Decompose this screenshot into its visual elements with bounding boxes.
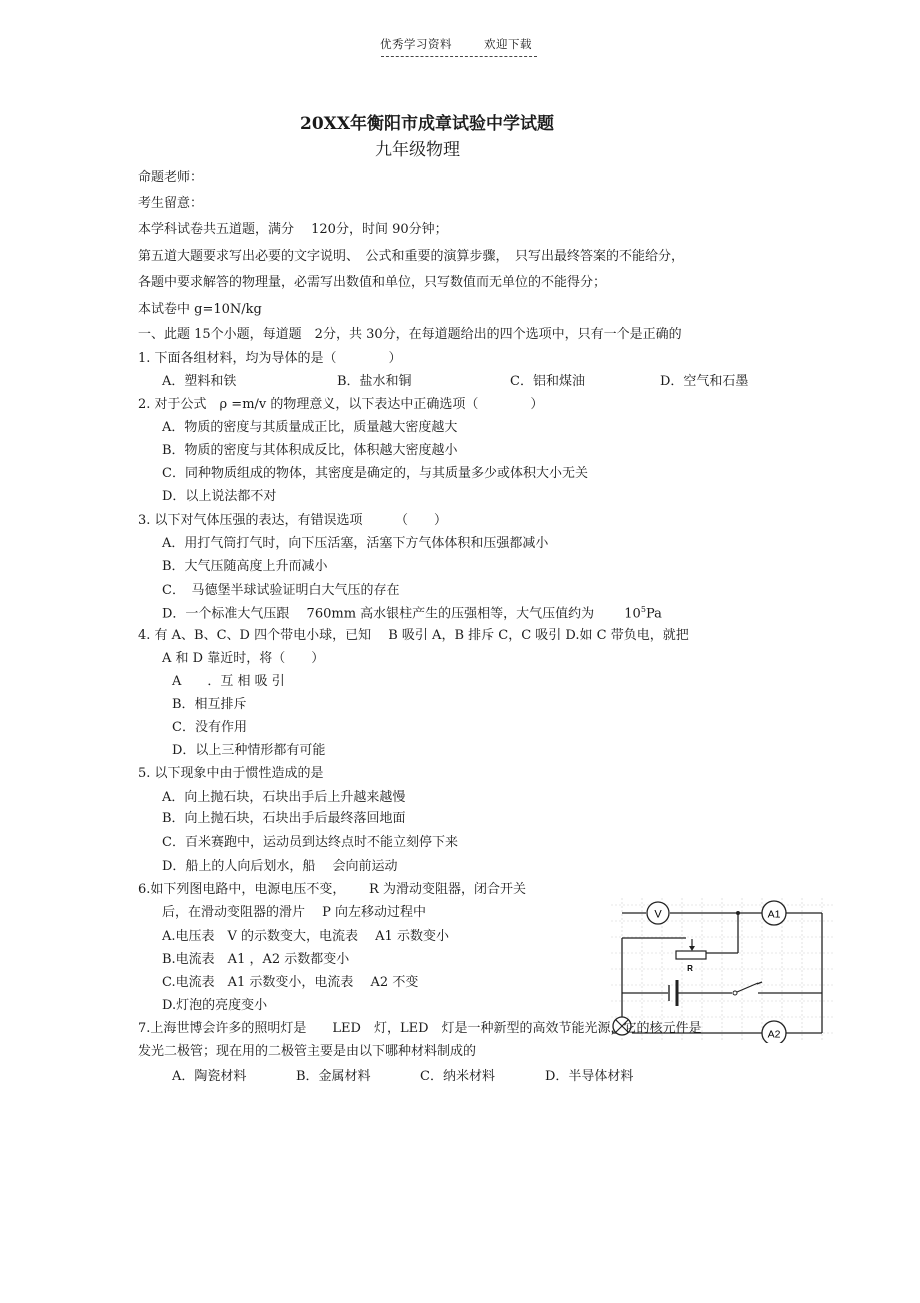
junction-dot	[736, 911, 740, 915]
q7-stem-1: 7.上海世博会许多的照明灯是 LED 灯，LED 灯是一种新型的高效节能光源，它的核元件是	[138, 1021, 702, 1036]
ammeter-a2-icon	[762, 1021, 786, 1043]
q7-option-a: A．陶瓷材料	[172, 1069, 247, 1084]
instruction-1: 本学科试卷共五道题，满分 120分，时间 90分钟；	[138, 222, 448, 237]
q3-option-d	[162, 606, 662, 620]
q5-option-c: C．百米赛跑中，运动员到达终点时不能立刻停下来	[162, 835, 458, 850]
q3-option-b: B．大气压随高度上升而减小	[162, 559, 328, 574]
q6-stem-2: 后，在滑动变阻器的滑片 P 向左移动过程中	[162, 905, 427, 920]
battery-icon	[669, 980, 677, 1006]
header-left: 优秀学习资料	[380, 37, 452, 51]
q7-option-d: D．半导体材料	[545, 1069, 634, 1084]
q3-option-d-exponent: 5	[640, 605, 646, 614]
q2-option-d: D．以上说法都不对	[162, 489, 277, 504]
q7-stem-2: 发光二极管；现在用的二极管主要是由以下哪种材料制成的	[138, 1044, 477, 1059]
section-1-heading: 一、此题 15个小题，每道题 2分，共 30分，在每道题给出的四个选项中，只有一个是正确的	[138, 327, 682, 342]
instruction-3: 各题中要求解答的物理量，必需写出数值和单位，只写数值而无单位的不能得分；	[138, 275, 607, 290]
q3-option-d-text: D．一个标准大气压跟 760mm 高水银柱产生的压强相等，大气压值约为 10	[162, 606, 641, 622]
page-header	[380, 39, 532, 51]
header-right: 欢迎下载	[484, 37, 532, 51]
q7-option-c: C．纳米材料	[420, 1069, 495, 1084]
q1-option-d: D．空气和石墨	[660, 374, 749, 389]
q2-option-b: B．物质的密度与其体积成反比，体积越大密度越小	[162, 443, 458, 458]
q5-option-d: D．船上的人向后划水，船 会向前运动	[162, 859, 398, 874]
q4-option-a: A ．互 相 吸 引	[172, 674, 285, 689]
ammeter-a2-label: A2	[767, 1028, 781, 1041]
q6-stem-1: 6.如下列图电路中，电源电压不变， R 为滑动变阻器，闭合开关	[138, 882, 526, 897]
q2-option-a: A．物质的密度与其质量成正比，质量越大密度越大	[162, 420, 458, 435]
q1-stem: 1. 下面各组材料，均为导体的是（ ）	[138, 351, 402, 366]
q3-option-c: C． 马德堡半球试验证明白大气压的存在	[162, 583, 400, 598]
instruction-2: 第五道大题要求写出必要的文字说明、 公式和重要的演算步骤， 只写出最终答案的不能给分，	[138, 249, 685, 264]
q7-option-b: B．金属材料	[296, 1069, 371, 1084]
voltmeter-label: V	[654, 908, 662, 921]
q5-option-b: B．向上抛石块，石块出手后最终落回地面	[162, 811, 406, 826]
q3-stem: 3. 以下对气体压强的表达，有错误选项 （ ）	[138, 513, 448, 528]
q3-option-a: A．用打气筒打气时，向下压活塞，活塞下方气体体积和压强都减小	[162, 536, 549, 551]
teacher-line: 命题老师：	[138, 170, 204, 185]
circuit-grid	[611, 898, 834, 1041]
notice-line: 考生留意：	[138, 196, 204, 211]
rheostat-label: R	[687, 964, 693, 973]
q2-option-c: C．同种物质组成的物体，其密度是确定的，与其质量多少或体积大小无关	[162, 466, 588, 481]
q1-option-b: B．盐水和铜	[337, 374, 412, 389]
q3-option-d-unit: Pa	[645, 606, 662, 622]
q1-option-a: A．塑料和铁	[162, 374, 237, 389]
q5-stem: 5. 以下现象中由于惯性造成的是	[138, 766, 324, 781]
q6-option-c: C.电流表 A1 示数变小，电流表 A2 不变	[162, 975, 419, 990]
q4-option-c: C．没有作用	[172, 720, 247, 735]
ammeter-a1-label: A1	[767, 908, 781, 921]
q4-option-d: D．以上三种情形都有可能	[172, 743, 326, 758]
q4-stem-1: 4. 有 A、B、C、D 四个带电小球，已知 B 吸引 A，B 排斥 C，C 吸引 D.如 C 带负电，就把	[138, 628, 689, 643]
q5-option-a: A．向上抛石块，石块出手后上升越来越慢	[162, 790, 406, 805]
exam-subtitle: 九年级物理	[375, 140, 460, 160]
exam-title: 20XX年衡阳市成章试验中学试题	[300, 114, 555, 134]
q2-stem: 2. 对于公式 ρ =m/v 的物理意义，以下表达中正确选项（ ）	[138, 397, 544, 412]
q4-option-b: B．相互排斥	[172, 697, 247, 712]
voltmeter-icon	[647, 902, 669, 924]
ammeter-a1-icon	[762, 901, 786, 925]
header-divider	[381, 56, 537, 57]
q6-option-d: D.灯泡的亮度变小	[162, 998, 268, 1013]
q6-option-b: B.电流表 A1 ，A2 示数都变小	[162, 952, 350, 967]
q1-option-c: C．铝和煤油	[510, 374, 585, 389]
instruction-4: 本试卷中 g=10N/kg	[138, 302, 262, 317]
circuit-wires	[612, 913, 822, 1033]
q4-stem-2: A 和 D 靠近时，将（ ）	[162, 651, 325, 666]
q6-option-a: A.电压表 V 的示数变大，电流表 A1 示数变小	[162, 929, 449, 944]
rheostat-icon	[676, 939, 706, 973]
